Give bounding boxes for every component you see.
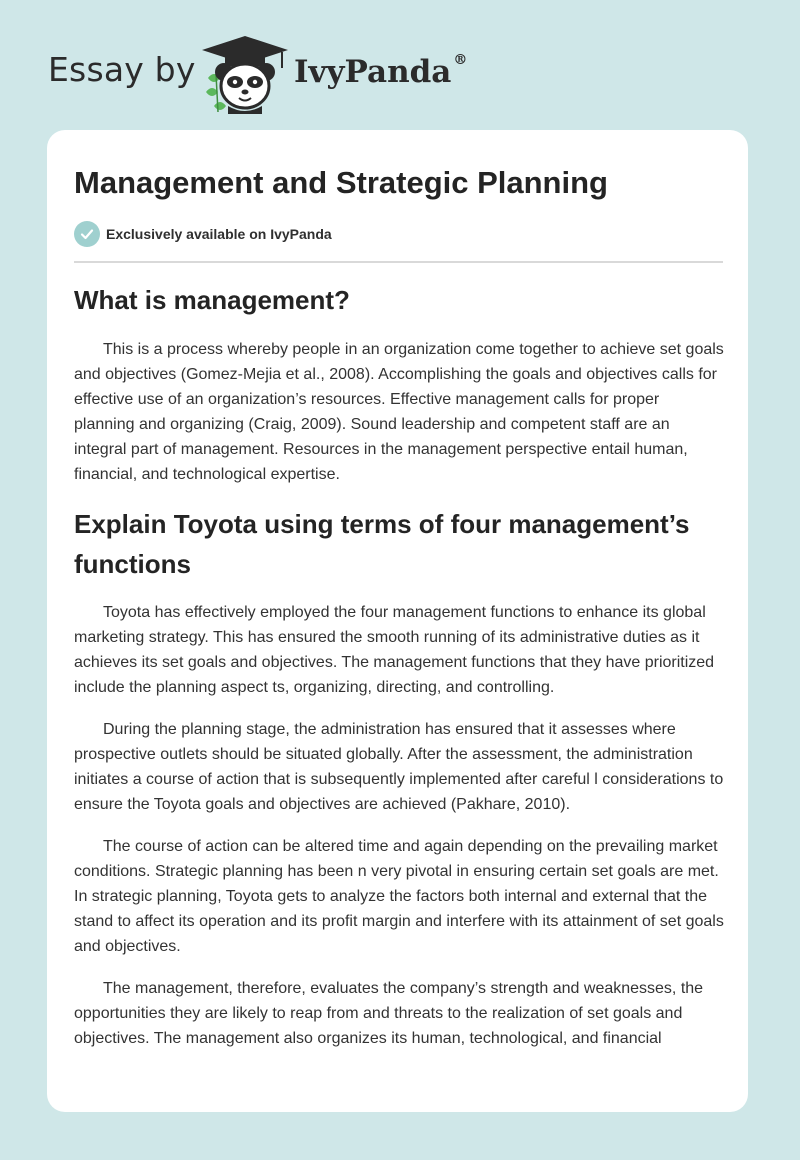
essay-card <box>47 130 748 1112</box>
brand-name[interactable]: IvyPanda ® <box>294 52 468 90</box>
divider <box>74 261 723 263</box>
ivypanda-logo-icon[interactable] <box>200 34 290 114</box>
registered-mark: ® <box>453 52 468 68</box>
page-title: Management and Strategic Planning <box>74 165 608 200</box>
brand-prefix: Essay by <box>48 50 196 89</box>
article-body <box>74 280 724 1068</box>
section-heading-management: What is management? <box>74 285 350 315</box>
paragraph: This is a process whereby people in an organization come together to achieve set goals and objectives (Gomez-Mejia et al., 2008). Accomplishing the goals and objectives calls for effective use of an organization’s resources. Effective management calls for proper planning and organizing (Craig, 2009). Sound leadership and competent staff are an integral part of management. Resources in the management perspective entail human, financial, and technological expertise. <box>74 341 724 483</box>
section-heading-toyota: Explain Toyota using terms of four management’s functions <box>74 509 690 579</box>
paragraph: The course of action can be altered time and again depending on the prevailing market conditions. Strategic planning has been n very pivotal in ensuring certain set goals are met. In strategic planning, Toyota gets to analyze the factors both internal and external that the stand to affect its operation and its profit margin and interfere with its attainment of set goals and objectives. <box>74 838 724 955</box>
paragraph: During the planning stage, the administration has ensured that it assesses where prospective outlets should be situated globally. After the assessment, the administration initiates a course of action that is subsequently implemented after careful l considerations to ensure the Toyota goals and objectives are achieved (Pakhare, 2010). <box>74 721 724 813</box>
exclusive-badge <box>74 221 332 247</box>
exclusive-label: Exclusively available on IvyPanda <box>106 226 332 242</box>
paragraph: Toyota has effectively employed the four management functions to enhance its global marketing strategy. This has ensured the smooth running of its administrative duties as it achieves its set goals and objectives. The management functions that they have prioritized include the planning aspect ts, organizing, directing, and controlling. <box>74 604 715 696</box>
check-icon <box>74 221 100 247</box>
paragraph: The management, therefore, evaluates the company’s strength and weaknesses, the opportunities they are likely to reap from and threats to the realization of set goals and objectives. The management also organizes its human, technological, and financial <box>74 980 704 1047</box>
site-header <box>0 0 800 130</box>
